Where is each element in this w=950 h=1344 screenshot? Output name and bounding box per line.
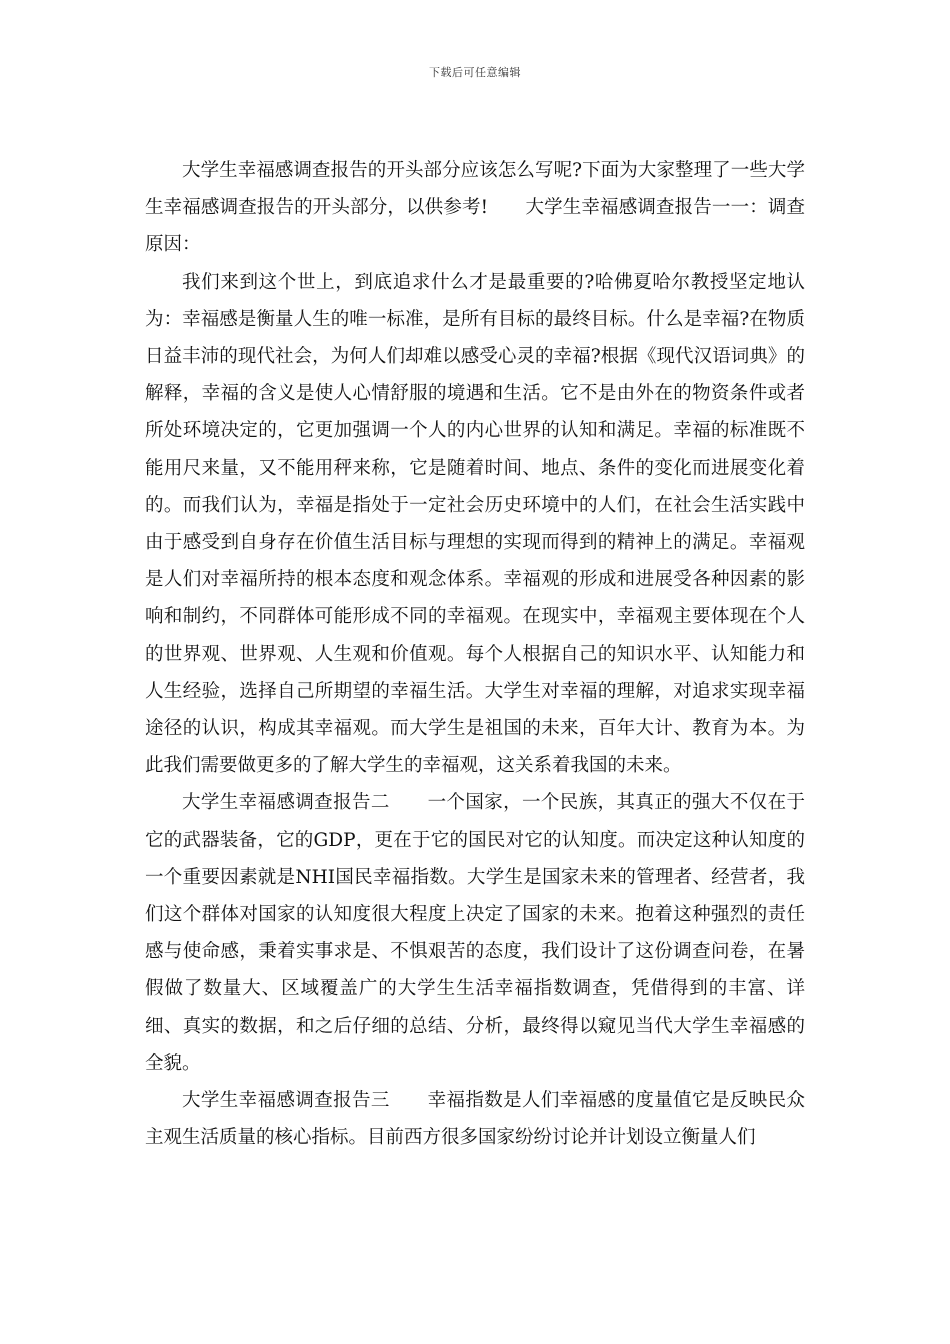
paragraph-report-three: 大学生幸福感调查报告三 幸福指数是人们幸福感的度量值它是反映民众主观生活质量的核心指标。目前西方很多国家纷纷讨论并计划设立衡量人们 (145, 1090, 805, 1149)
paragraph-report-one: 我们来到这个世上，到底追求什么才是最重要的?哈佛夏哈尔教授坚定地认为：幸福感是衡量人生的唯一标准，是所有目标的最终目标。什么是幸福?在物质日益丰沛的现代社会，为何人们却难以感受心灵的幸福?根据《现代汉语词典》的解释，幸福的含义是使人心情舒服的境遇和生活。它不是由外在的物资条件或者所处环境决定的，它更加强调一个人的内心世界的认知和满足。幸福的标准既不能用尺来量，又不能用秤来称，它是随着时间、地点、条件的变化而进展变化着的。而我们认为，幸福是指处于一定社会历史环境中的人们，在社会生活实践中由于感受到自身存在价值生活目标与理想的实现而得到的精神上的满足。幸福观是人们对幸福所持的根本态度和观念体系。幸福观的形成和进展受各种因素的影响和制约，不同群体可能形成不同的幸福观。在现实中，幸福观主要体现在个人的世界观、世界观、人生观和价值观。每个人根据自己的知识水平、认知能力和人生经验，选择自己所期望的幸福生活。大学生对幸福的理解，对追求实现幸福途径的认识，构成其幸福观。而大学生是祖国的未来，百年大计、教育为本。为此我们需要做更多的了解大学生的幸福观，这关系着我国的未来。 (145, 271, 805, 777)
paragraph-report-two: 大学生幸福感调查报告二 一个国家，一个民族，其真正的强大不仅在于它的武器装备，它的GDP，更在于它的国民对它的认知度。而决定这种认知度的一个重要因素就是NHI国民幸福指数。大学生是国家未来的管理者、经营者，我们这个群体对国家的认知度很大程度上决定了国家的未来。抱着这种强烈的责任感与使命感，秉着实事求是、不惧艰苦的态度，我们设计了这份调查问卷，在暑假做了数量大、区域覆盖广的大学生生活幸福指数调查，凭借得到的丰富、详细、真实的数据，和之后仔细的总结、分析，最终得以窥见当代大学生幸福感的全貌。 (145, 792, 805, 1074)
paragraph-intro: 大学生幸福感调查报告的开头部分应该怎么写呢?下面为大家整理了一些大学生幸福感调查报告的开头部分，以供参考! 大学生幸福感调查报告一一：调查原因： (145, 160, 805, 256)
document-body (145, 152, 805, 1156)
page-header: 下载后可任意编辑 (429, 66, 521, 79)
